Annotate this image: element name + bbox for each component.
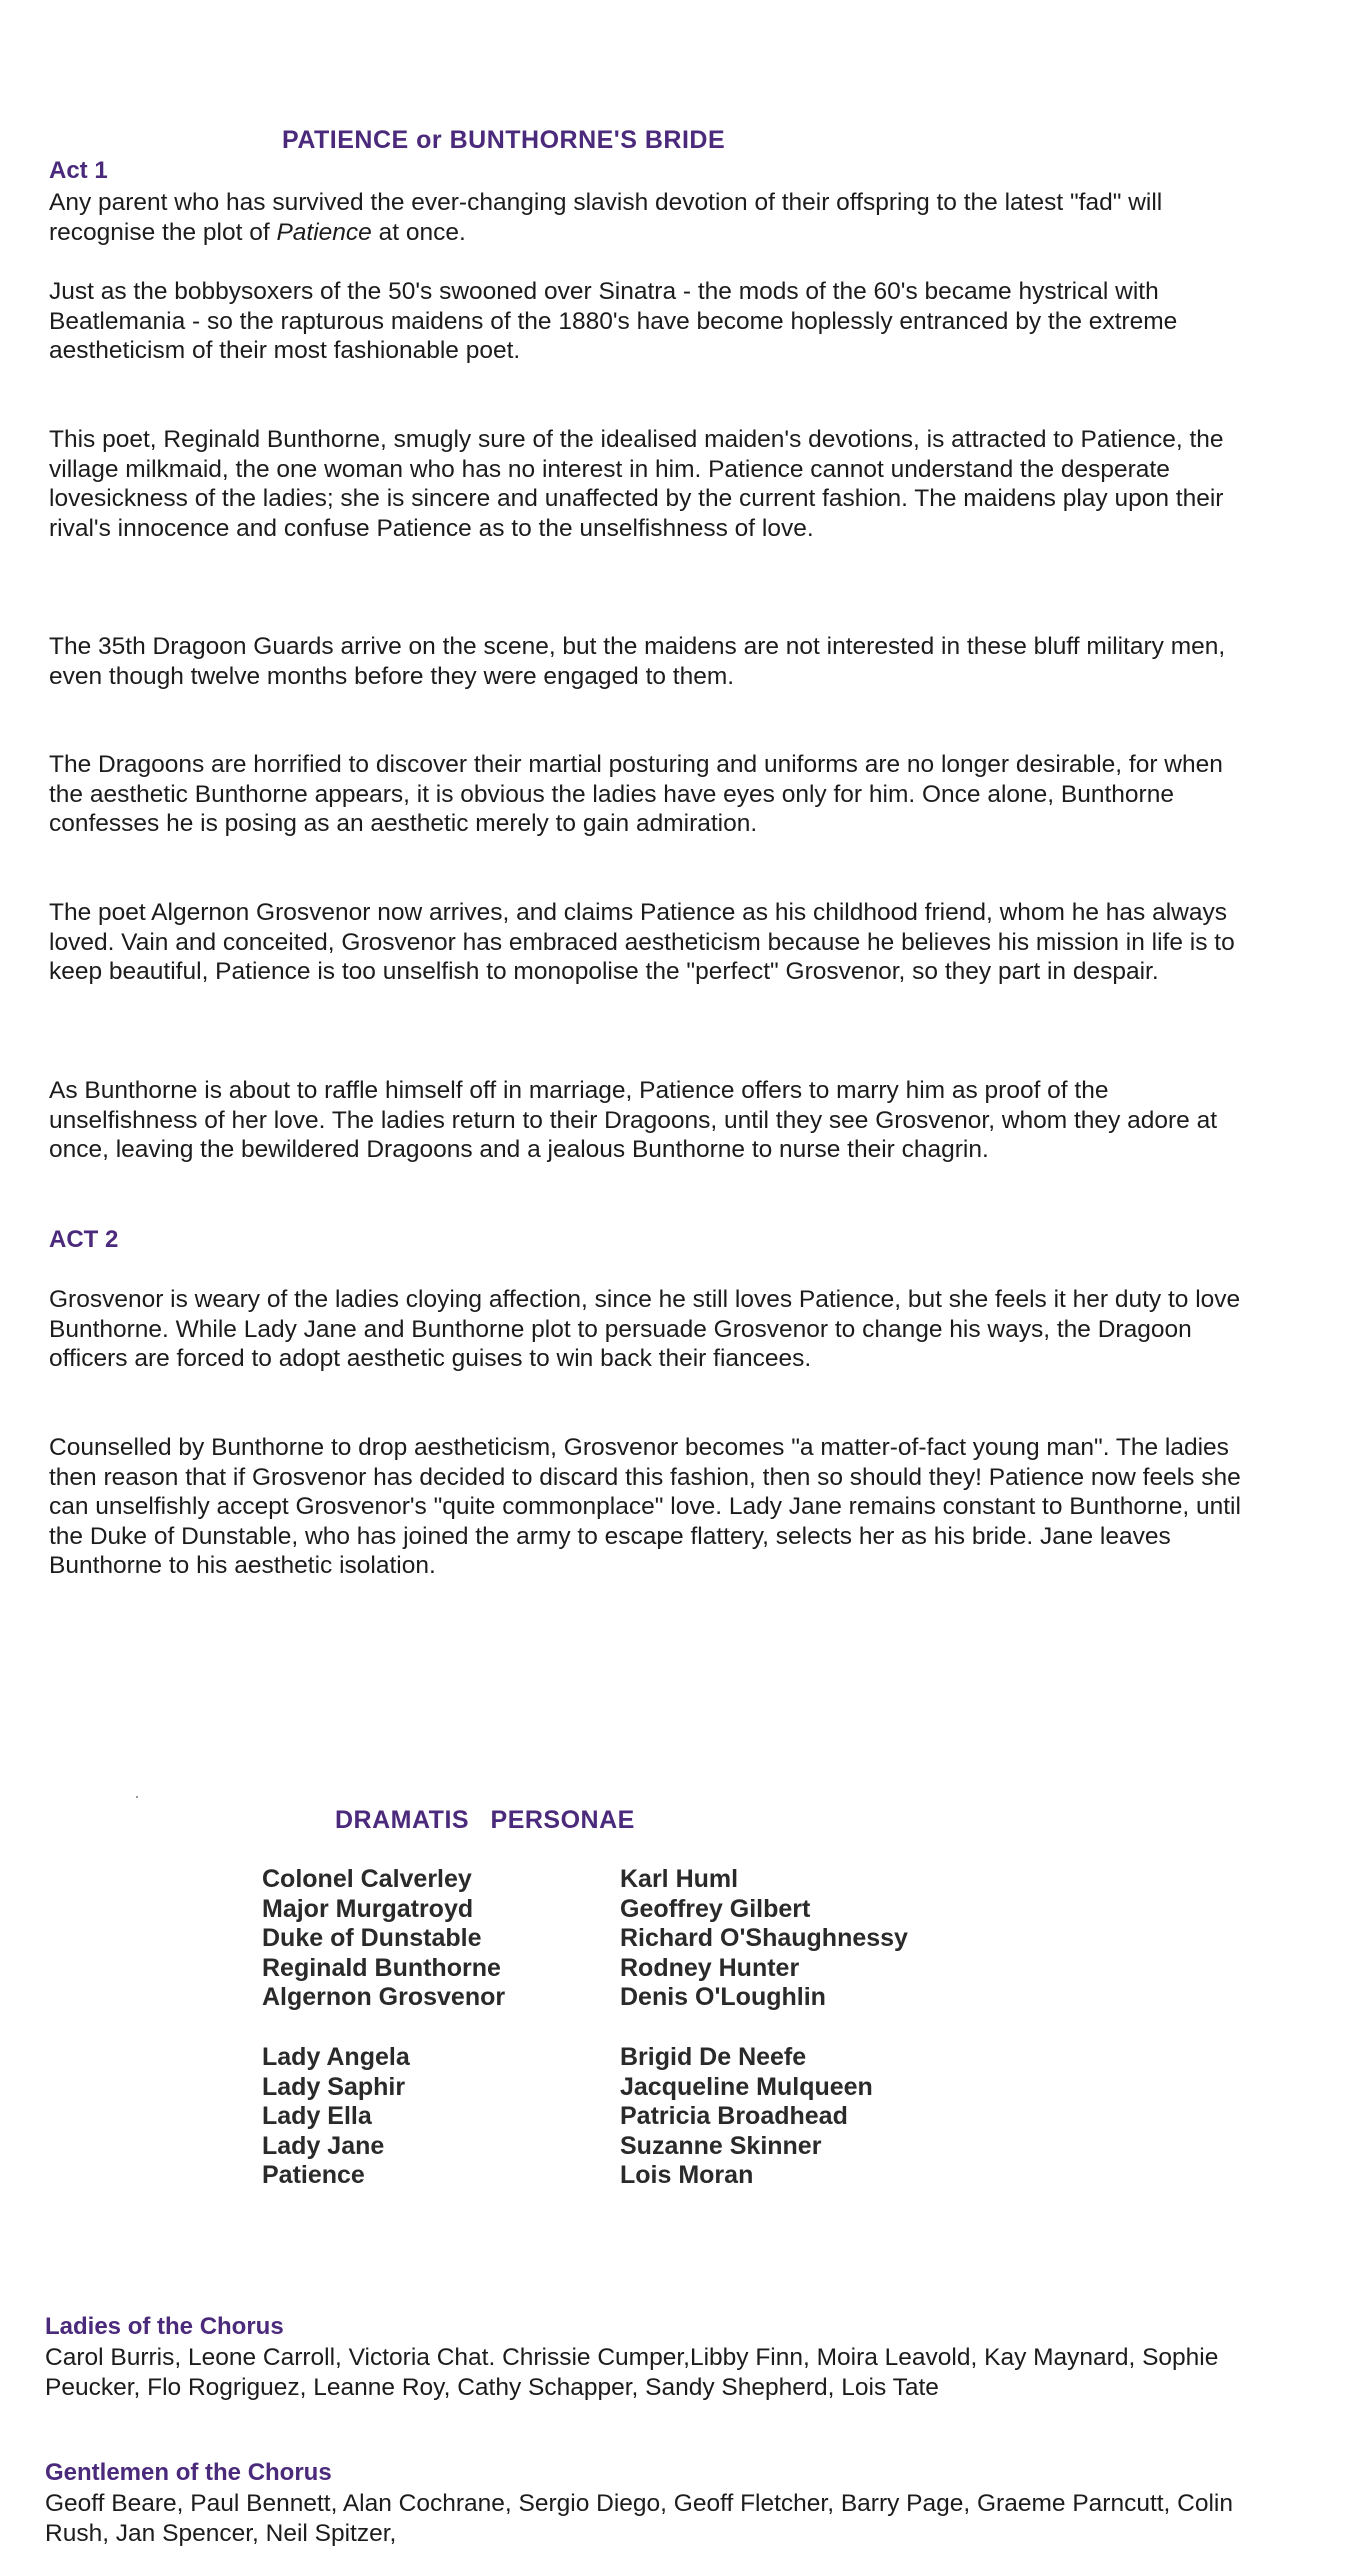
act2-heading: ACT 2 xyxy=(49,1226,119,1253)
cast-row xyxy=(262,2043,1162,2073)
cast-row xyxy=(262,2161,1162,2191)
cast-role: Patience xyxy=(262,2161,365,2190)
cast-row xyxy=(262,1895,1162,1925)
cast-role: Lady Ella xyxy=(262,2102,372,2131)
cast-role: Algernon Grosvenor xyxy=(262,1983,506,2012)
act1-paragraph-6: The poet Algernon Grosvenor now arrives, and claims Patience as his childhood friend, whom he has always loved. Vain and conceited, Grosvenor has embraced aestheticism because he believes his mission in life is to keep beautiful, Patience is too unselfish to monopolise the "perfect" Grosvenor, so they part in despair. xyxy=(49,899,1235,985)
cast-actor: Patricia Broadhead xyxy=(620,2102,848,2131)
cast-actor: Geoffrey Gilbert xyxy=(620,1894,811,1923)
ladies-chorus-heading: Ladies of the Chorus xyxy=(45,2313,284,2340)
cast-actor: Suzanne Skinner xyxy=(620,2131,822,2160)
act1-heading: Act 1 xyxy=(49,157,108,184)
cast-actor: Lois Moran xyxy=(620,2161,754,2190)
cast-role: Lady Angela xyxy=(262,2043,410,2071)
act1-paragraph-4: The 35th Dragoon Guards arrive on the scene, but the maidens are not interested in these bluff military men, even though twelve months before they were engaged to them. xyxy=(49,633,1226,690)
cast-role: Major Murgatroyd xyxy=(262,1894,474,1923)
cast-role: Lady Jane xyxy=(262,2131,385,2160)
cast-row xyxy=(262,1865,1162,1895)
act2-paragraph-2: Counselled by Bunthorne to drop aestheticism, Grosvenor becomes "a matter-of-fact young man". The ladies then reason that if Grosvenor has decided to discard this fashion, then so should they! Patience now feels she can unselfishly accept Grosvenor's "quite commonplace" love. Lady Jane remains constant to Bunthorne, until the Duke of Dunstable, who has joined the army to escape flattery, selects her as his bride. Jane leaves Bunthorne to his aesthetic isolation. xyxy=(49,1434,1241,1579)
dramatis-personae-heading: DRAMATIS PERSONAE xyxy=(335,1806,635,1834)
act2-paragraph-1: Grosvenor is weary of the ladies cloying affection, since he still loves Patience, but she feels it her duty to love Bunthorne. While Lady Jane and Bunthorne plot to persuade Grosvenor to change his ways, the Dragoon officers are forced to adopt aesthetic guises to win back their fiancees. xyxy=(49,1286,1241,1372)
act1-paragraph-1 xyxy=(49,188,1249,247)
patience-title-italic: Patience xyxy=(276,218,372,246)
cast-list-women xyxy=(262,2043,1162,2191)
cast-actor: Brigid De Neefe xyxy=(620,2043,807,2071)
cast-role: Duke of Dunstable xyxy=(262,1924,482,1953)
cast-row xyxy=(262,2132,1162,2162)
cast-row xyxy=(262,1954,1162,1984)
cast-actor: Richard O'Shaughnessy xyxy=(620,1924,908,1953)
act1-paragraph-3: This poet, Reginald Bunthorne, smugly sure of the idealised maiden's devotions, is attracted to Patience, the village milkmaid, the one woman who has no interest in him. Patience cannot understand the desperate lovesickness of the ladies; she is sincere and unaffected by the current fashion. The maidens play upon their rival's innocence and confuse Patience as to the unselfishness of love. xyxy=(49,426,1224,542)
ladies-chorus-names: Carol Burris, Leone Carroll, Victoria Chat. Chrissie Cumper,Libby Finn, Moira Leavold, Kay Maynard, Sophie Peucker, Flo Rogriguez, Leanne Roy, Cathy Schapper, Sandy Shepherd, Lois Tate xyxy=(45,2344,1219,2401)
cast-row xyxy=(262,1924,1162,1954)
document-title: PATIENCE or BUNTHORNE'S BRIDE xyxy=(282,126,726,154)
gentlemen-chorus-names: Geoff Beare, Paul Bennett, Alan Cochrane, Sergio Diego, Geoff Fletcher, Barry Page, Graeme Parncutt, Colin Rush, Jan Spencer, Neil Spitzer, xyxy=(45,2490,1233,2547)
cast-row xyxy=(262,2073,1162,2103)
cast-actor: Denis O'Loughlin xyxy=(620,1983,826,2012)
cast-role: Colonel Calverley xyxy=(262,1865,472,1893)
cast-actor: Jacqueline Mulqueen xyxy=(620,2072,873,2101)
cast-list-men xyxy=(262,1865,1162,2013)
cast-actor: Rodney Hunter xyxy=(620,1953,800,1982)
act1-paragraph-1-text-a: Any parent who has survived the ever-changing slavish devotion of their offspring to the latest "fad" will recognise the plot of xyxy=(49,189,1163,246)
cast-actor: Karl Huml xyxy=(620,1865,739,1893)
act1-paragraph-5: The Dragoons are horrified to discover their martial posturing and uniforms are no longer desirable, for when the aesthetic Bunthorne appears, it is obvious the ladies have eyes only for him. Once alone, Bunthorne confesses he is posing as an aesthetic merely to gain admiration. xyxy=(49,751,1223,837)
cast-role: Reginald Bunthorne xyxy=(262,1953,501,1982)
act1-paragraph-2: Just as the bobbysoxers of the 50's swooned over Sinatra - the mods of the 60's became hystrical with Beatlemania - so the rapturous maidens of the 1880's have become hoplessly entranced by the extreme aestheticism of their most fashionable poet. xyxy=(49,278,1178,364)
act1-paragraph-7: As Bunthorne is about to raffle himself off in marriage, Patience offers to marry him as proof of the unselfishness of her love. The ladies return to their Dragoons, until they see Grosvenor, whom they adore at once, leaving the bewildered Dragoons and a jealous Bunthorne to nurse their chagrin. xyxy=(49,1077,1218,1163)
act1-paragraph-1-text-b: at once. xyxy=(371,218,466,246)
cast-row xyxy=(262,2102,1162,2132)
scan-speck xyxy=(136,1796,138,1798)
cast-role: Lady Saphir xyxy=(262,2072,406,2101)
gentlemen-chorus-heading: Gentlemen of the Chorus xyxy=(45,2459,332,2486)
cast-row xyxy=(262,1983,1162,2013)
